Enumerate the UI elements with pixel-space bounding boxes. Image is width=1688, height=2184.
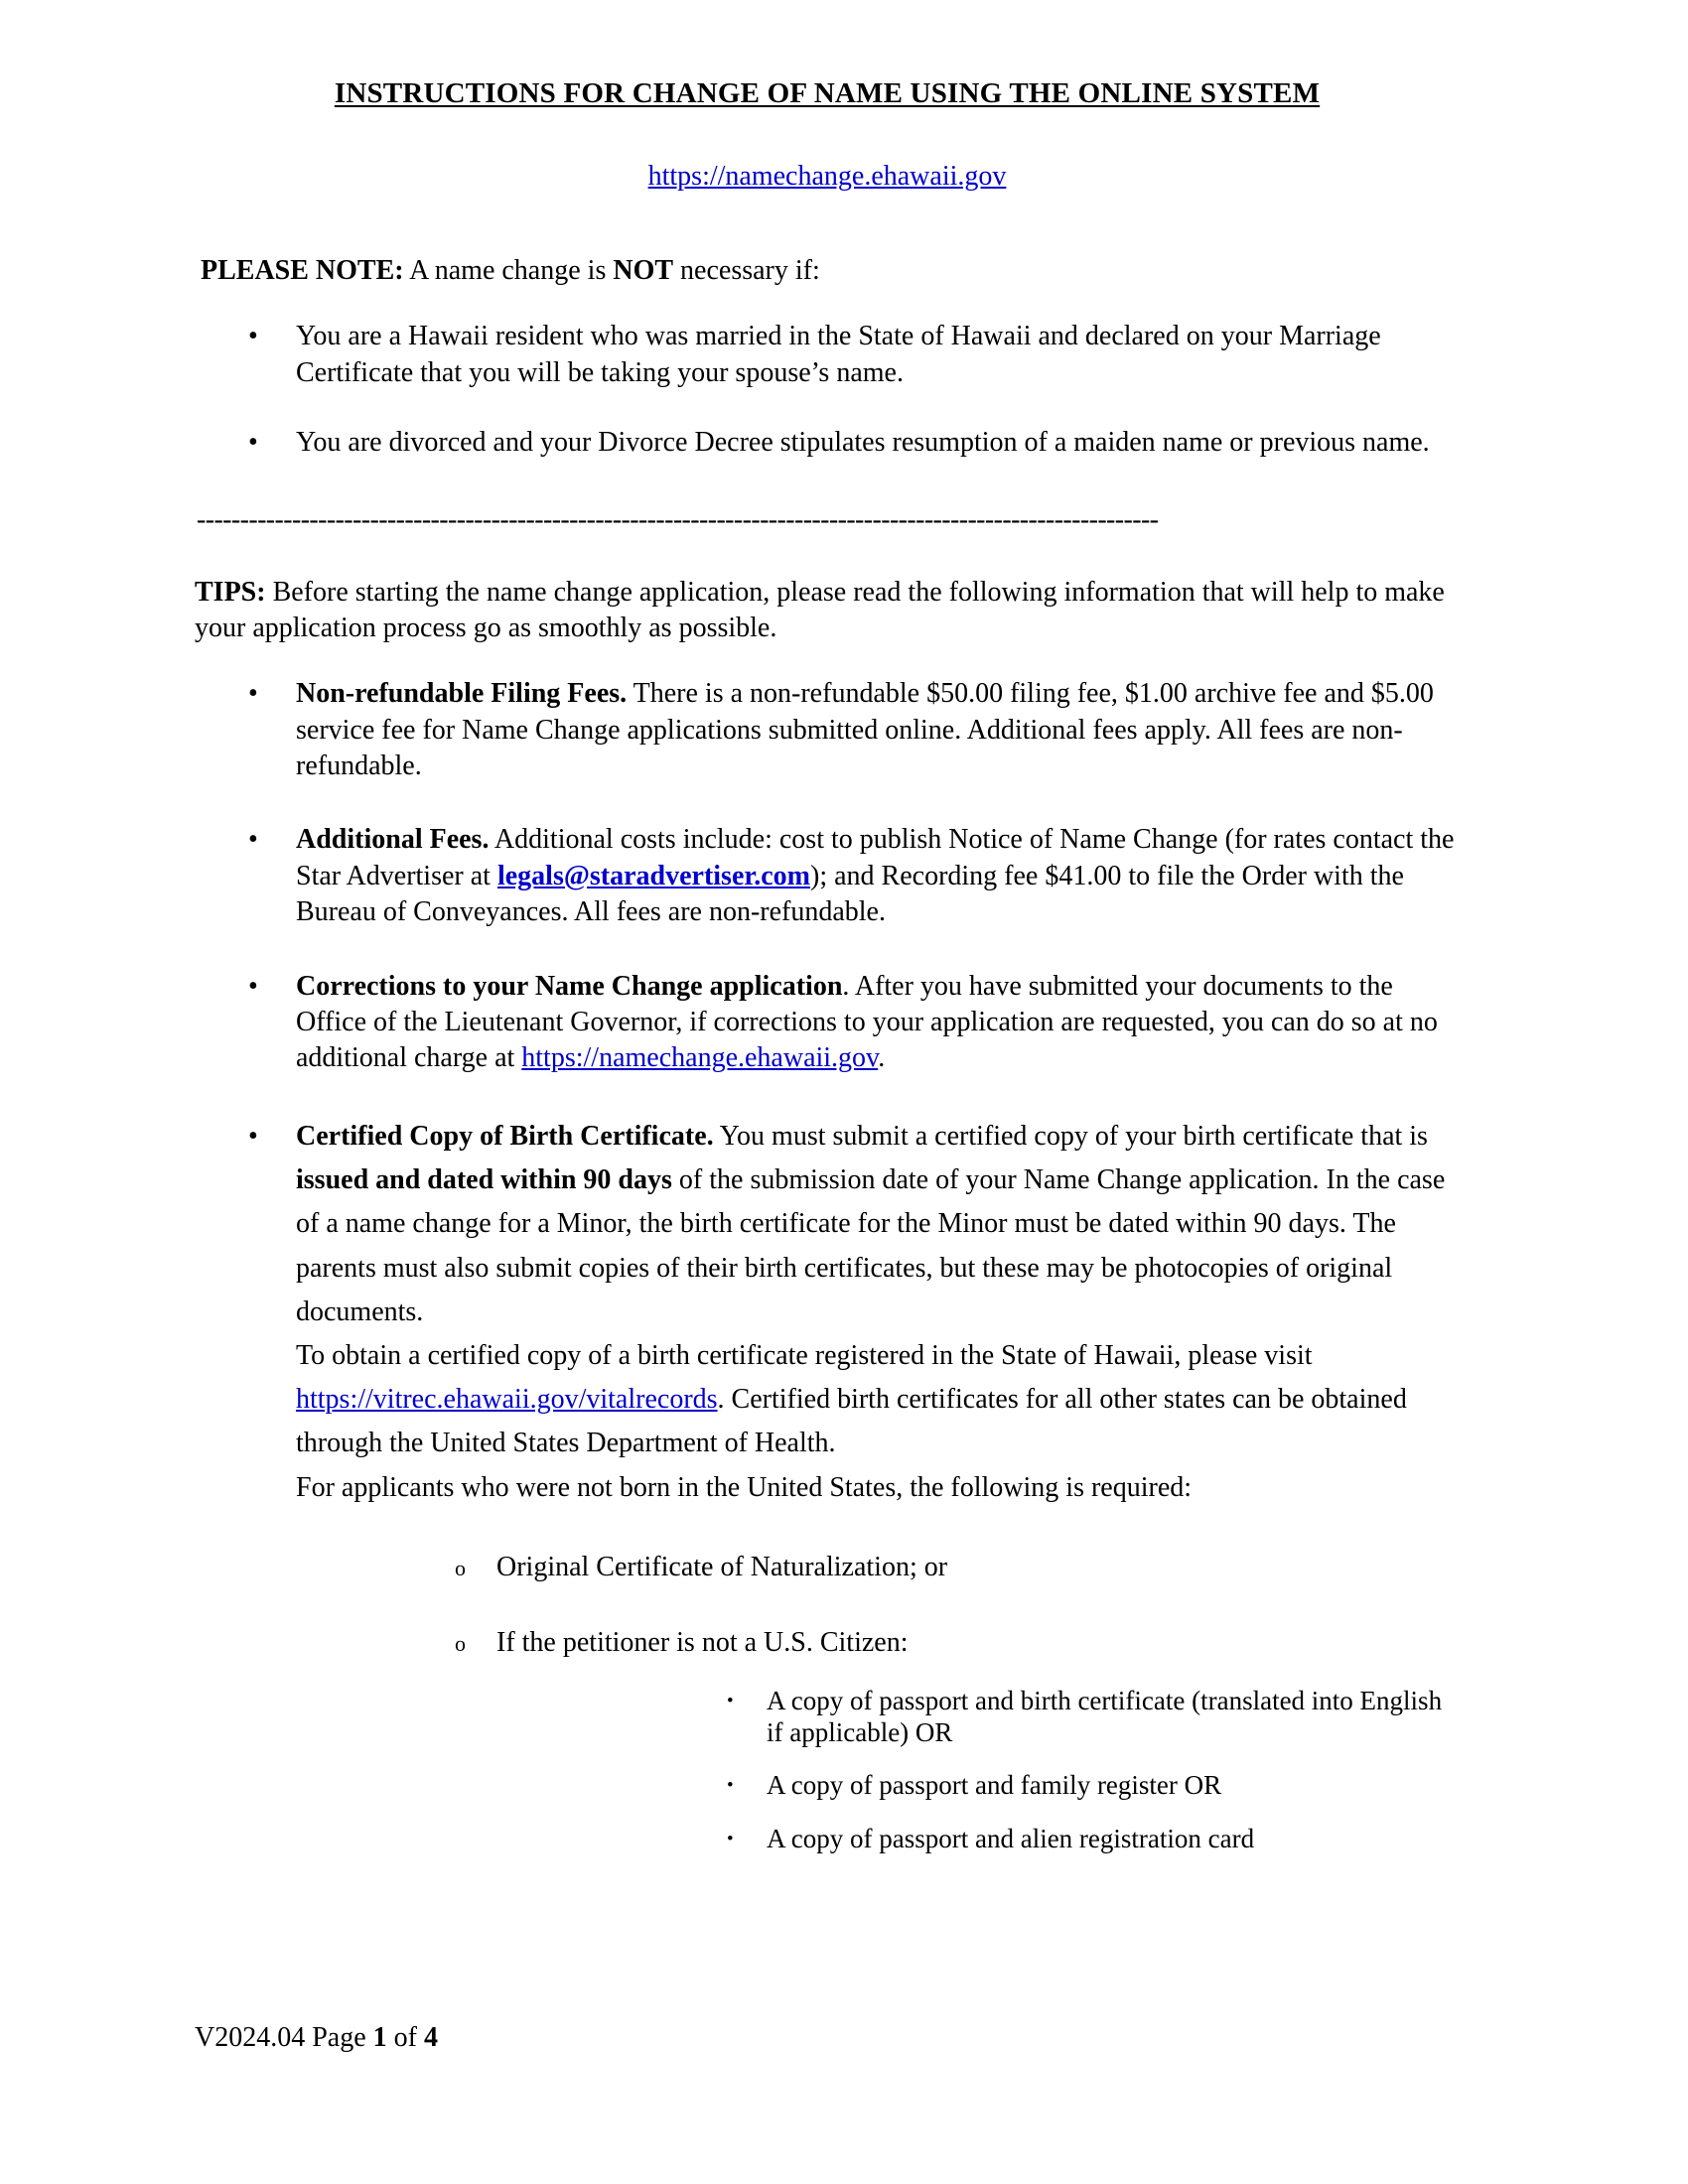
hollow-bullet-icon: o [455, 1631, 466, 1657]
list-item [195, 425, 1460, 461]
list-item [195, 319, 1460, 391]
tip-body-additional-fees-part2: ); and Recording fee $41.00 to file the Order with the Bureau of Conveyances. All fees are non-refundable. [296, 860, 1404, 928]
list-item [195, 822, 1460, 930]
tips-label: TIPS: [195, 576, 266, 608]
tip-body-birth-part2: of the submission date of your Name Change application. In the case of a name change for a Minor, the birth certificate for the Minor must be dated within 90 days. The parents must also submit copies of their birth certificates, but these may be photocopies of original documents. [296, 1164, 1446, 1327]
bullet-icon: • [248, 824, 258, 856]
list-item-text: You are a Hawaii resident who was married in the State of Hawaii and declared on your Marriage Certificate that you will be taking your spouse’s name. [296, 321, 1381, 388]
option-text: A copy of passport and family register OR [767, 1770, 1222, 1801]
tips-bullet-list [195, 676, 1460, 1855]
foreign-born-requirements-list [296, 1550, 1460, 1855]
list-item [296, 1625, 1460, 1855]
tip-lead-corrections: Corrections to your Name Change application [296, 970, 843, 1002]
list-item [195, 969, 1460, 1077]
tip-lead-additional-fees: Additional Fees. [296, 824, 490, 856]
page-footer [195, 2021, 438, 2055]
please-note-label: PLEASE NOTE: [201, 254, 404, 286]
please-note-text-before: A name change is [403, 254, 614, 286]
list-item [296, 1550, 1460, 1585]
please-note-emphasis: NOT [613, 254, 674, 286]
bullet-icon: • [248, 427, 258, 459]
tip-emphasis-90-days: issued and dated within 90 days [296, 1164, 672, 1196]
bullet-icon: • [248, 321, 258, 352]
tip-lead-filing-fees: Non-refundable Filing Fees. [296, 678, 628, 710]
tips-paragraph [195, 575, 1460, 647]
tip-body-birth-part1: You must submit a certified copy of your birth certificate that is [713, 1120, 1428, 1152]
bullet-icon: • [248, 678, 258, 710]
tips-intro-text: Before starting the name change application, please read the following information that will help to make your application process go as smoothly as possible. [195, 576, 1445, 643]
please-note-text-after: necessary if: [673, 254, 820, 286]
footer-page-number: 1 [372, 2022, 387, 2053]
document-body [195, 77, 1460, 1855]
tip-birth-certificate-paragraph-1 [296, 1115, 1460, 1334]
star-advertiser-email-link[interactable]: legals@staradvertiser.com [496, 860, 810, 891]
small-bullet-icon: • [727, 1829, 734, 1850]
tip-body-vitalrecords-part2: . Certified birth certificates for all other states can be obtained through the United States Department of Health. [296, 1384, 1407, 1459]
page-title [195, 77, 1460, 110]
tip-body-corrections-part1: . After you have submitted your documents to the Office of the Lieutenant Governor, if corrections to your application are requested, you can do so at no additional charge at [296, 970, 1438, 1074]
tip-body-corrections-part2: . [878, 1042, 886, 1074]
vitalrecords-url-link[interactable]: https://vitrec.ehawaii.gov/vitalrecords [296, 1384, 718, 1416]
tip-birth-certificate-paragraph-2 [296, 1334, 1460, 1466]
bullet-icon: • [248, 970, 258, 1002]
bullet-icon: • [248, 1120, 258, 1152]
please-note-paragraph [195, 253, 1460, 289]
non-citizen-options-list [496, 1686, 1460, 1855]
list-item [195, 676, 1460, 784]
page-title-text: INSTRUCTIONS FOR CHANGE OF NAME USING THE ONLINE SYSTEM [334, 77, 1321, 109]
tip-lead-birth-certificate: Certified Copy of Birth Certificate. [296, 1120, 714, 1152]
hollow-bullet-icon: o [455, 1555, 466, 1580]
option-text: A copy of passport and alien registration card [767, 1824, 1255, 1854]
section-divider: --------------------------------------------------------------------------------------------------------------- [197, 504, 1159, 535]
tip-birth-certificate-paragraph-3: For applicants who were not born in the United States, the following is required: [296, 1471, 1193, 1503]
footer-version: V2024.04 Page [195, 2022, 373, 2053]
tip-body-filing-fees: There is a non-refundable $50.00 filing fee, $1.00 archive fee and $5.00 service fee for Name Change applications submitted online. Additional fees apply. All fees are non-refundable. [296, 678, 1434, 782]
option-text: A copy of passport and birth certificate (translated into English if applicable) OR [767, 1685, 1443, 1747]
tip-body-vitalrecords-part1: To obtain a certified copy of a birth certificate registered in the State of Hawaii, please visit [296, 1339, 1313, 1371]
small-bullet-icon: • [727, 1775, 734, 1797]
list-item [496, 1824, 1460, 1855]
list-item [496, 1686, 1460, 1749]
sub-item-text: Original Certificate of Naturalization; or [496, 1551, 948, 1582]
footer-total-pages: 4 [423, 2022, 438, 2053]
main-url-line [195, 160, 1460, 194]
namechange-url-link[interactable]: https://namechange.ehawaii.gov [647, 161, 1007, 193]
list-item [496, 1770, 1460, 1802]
sub-item-text: If the petitioner is not a U.S. Citizen: [496, 1627, 909, 1659]
please-note-bullet-list [195, 319, 1460, 461]
tip-body-additional-fees-part1: Additional costs include: cost to publish Notice of Name Change (for rates contact the Star Advertiser at [296, 824, 1455, 891]
list-item-text: You are divorced and your Divorce Decree stipulates resumption of a maiden name or previous name. [296, 427, 1430, 459]
list-item [195, 1115, 1460, 1855]
small-bullet-icon: • [727, 1690, 734, 1711]
footer-of: of [386, 2022, 424, 2053]
namechange-url-link-corrections[interactable]: https://namechange.ehawaii.gov [521, 1042, 879, 1074]
